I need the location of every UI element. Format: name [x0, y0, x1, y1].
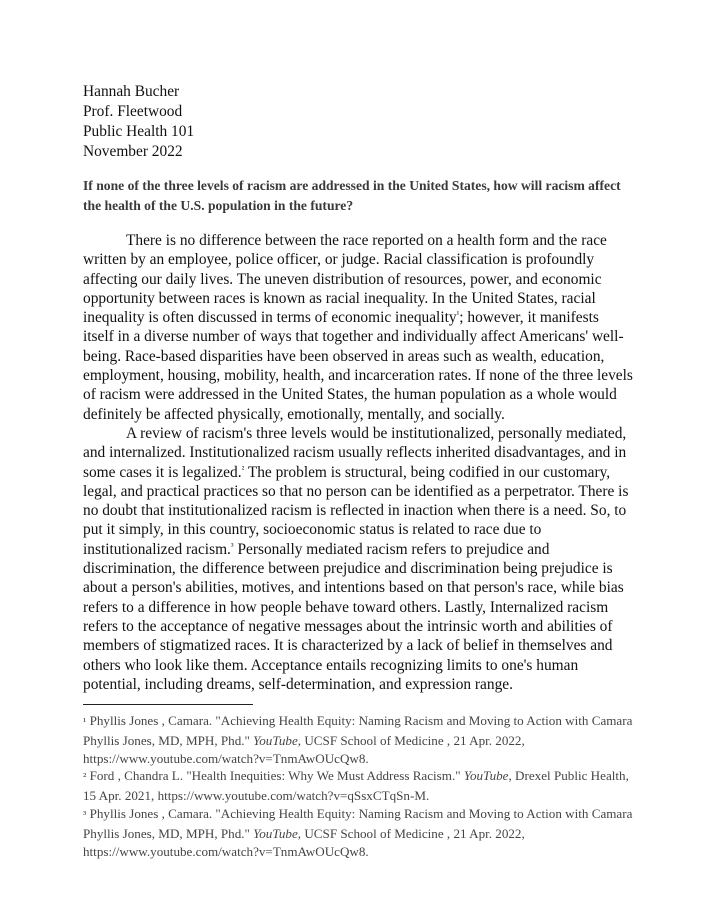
paragraph-2-text-b: The problem is structural, being codified in our customary, legal, and practical practices so that no person can be identified as a perpetrator. There is no doubt that institutionalized racism is reflected in inaction when there is a need. So, to put it simply, in this country, socioeconomic status is related to race due to institutionalized racism.: [83, 463, 629, 558]
paragraph-1: [83, 231, 633, 424]
paragraph-1-text-b: ; however, it manifests itself in a diverse number of ways that together and individually affect Americans' well-being. Race-based disparities have been observed in areas such as wealth, education, employment, housing, mobility, health, and incarceration rates. If none of the three levels of racism were addressed in the United States, the human population as a whole would definitely be affected physically, emotionally, mentally, and socially.: [83, 309, 633, 423]
footnote-source: YouTube: [253, 825, 298, 841]
footnotes-section: [83, 712, 633, 860]
footnote-text-end: , Drexel Public Health, 15 Apr. 2021, https://www.youtube.com/watch?v=qSsxCTqSn-M.: [83, 768, 629, 804]
course-name: Public Health 101: [83, 123, 195, 140]
paragraph-1-text-a: There is no difference between the race reported on a health form and the race written by an employee, police officer, or judge. Racial classification is profoundly affecting our daily lives. The uneven distribution of resources, power, and economic opportunity between races is known as racial inequality. In the United States, racial inequality is often discussed in terms of economic inequality: [83, 232, 607, 327]
essay-body: [83, 231, 633, 694]
footnote-mark: ²: [83, 771, 87, 784]
footnote-2: [83, 767, 633, 805]
footnote-3: [83, 805, 633, 860]
submission-date: November 2022: [83, 143, 183, 160]
footnote-ref-3: ³: [230, 540, 234, 551]
paragraph-2-text-c: Personally mediated racism refers to prejudice and discrimination, the difference between prejudice and discrimination being prejudice is about a person's abilities, motives, and intentions based on that person's race, while bias refers to a difference in how people behave toward others. Lastly, Internalized racism refers to the acceptance of negative messages about the intrinsic worth and abilities of members of stigmatized races. It is characterized by a lack of belief in themselves and others who look like them. Acceptance entails recognizing limits to one's human potential, including dreams, self-determination, and expression range.: [83, 540, 624, 693]
footnote-mark: ¹: [83, 716, 87, 728]
paragraph-2-text-a: A review of racism's three levels would be institutionalized, personally mediated, and internalized. Institutionalized racism usually reflects inherited disadvantages, and in some cases it is legalized.: [83, 424, 627, 481]
footnote-text: Phyllis Jones , Camara. "Achieving Health Equity: Naming Racism and Moving to Action with Camara Phyllis Jones, MD, MPH, Phd.": [83, 805, 633, 841]
footnote-text: Phyllis Jones , Camara. "Achieving Health Equity: Naming Racism and Moving to Action with Camara Phyllis Jones, MD, MPH, Phd.": [83, 713, 633, 748]
footnote-1: [83, 712, 633, 767]
footnote-source: YouTube: [463, 768, 509, 784]
footnote-source: YouTube: [253, 732, 298, 748]
footnote-ref-2: ²: [241, 463, 245, 474]
footnote-text-end: , UCSF School of Medicine , 21 Apr. 2022, https://www.youtube.com/watch?v=TnmAwOUcQw8.: [83, 732, 525, 766]
instructor-name: Prof. Fleetwood: [83, 103, 183, 120]
header-block: [83, 82, 194, 162]
footnote-text: Ford , Chandra L. "Health Inequities: Why We Must Address Racism.": [86, 768, 464, 784]
footnote-ref-1: ¹: [456, 309, 460, 320]
paragraph-2: [83, 424, 633, 694]
footnote-text-end: , UCSF School of Medicine , 21 Apr. 2022, https://www.youtube.com/watch?v=TnmAwOUcQw8.: [83, 825, 525, 859]
footnote-divider: [83, 704, 253, 705]
author-name: Hannah Bucher: [83, 83, 180, 100]
footnote-mark: ³: [83, 808, 87, 821]
research-question: If none of the three levels of racism are addressed in the United States, how will racism affect the health of the U.S. population in the future?: [83, 178, 621, 213]
